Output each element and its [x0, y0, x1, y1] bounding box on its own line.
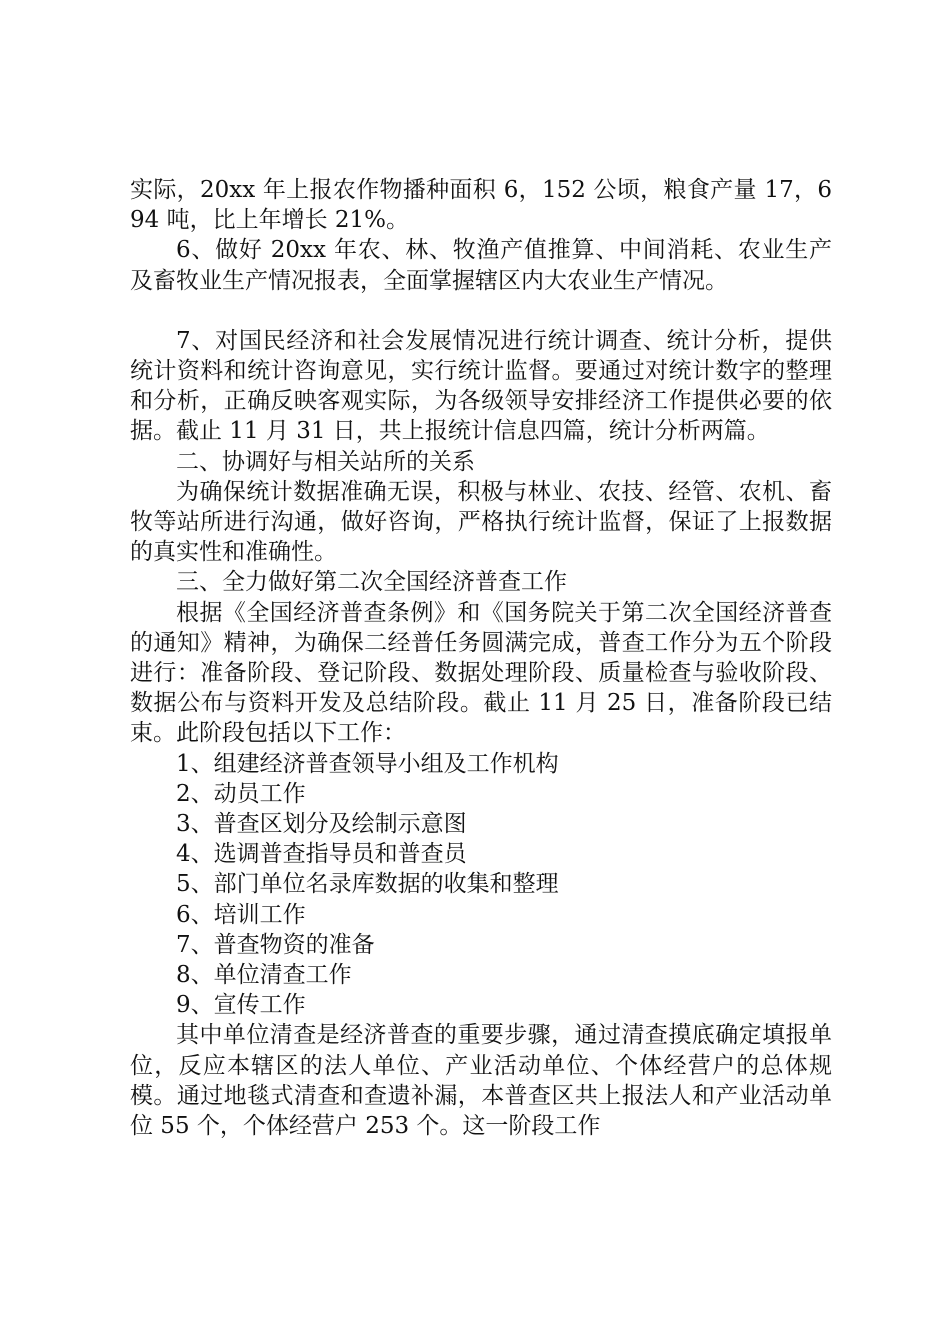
paragraph-item-7: 7、对国民经济和社会发展情况进行统计调查、统计分析，提供统计资料和统计咨询意见，实行统计监督。要通过对统计数字的整理和分析，正确反映客观实际，为各级领导安排经济工作提供必要的依据。截止 11 月 31 日，共上报统计信息四篇，统计分析两篇。	[130, 327, 832, 445]
paragraph-crop-area: 实际，20xx 年上报农作物播种面积 6，152 公顷，粮食产量 17，694 吨，比上年增长 21%。	[130, 177, 832, 234]
list-item: 1、组建经济普查领导小组及工作机构	[176, 750, 559, 777]
list-item: 9、宣传工作	[176, 992, 306, 1019]
list-item: 3、普查区划分及绘制示意图	[176, 811, 467, 838]
list-item: 8、单位清查工作	[176, 962, 352, 989]
paragraph-coordination: 为确保统计数据准确无误，积极与林业、农技、经管、农机、畜牧等站所进行沟通，做好咨询，严格执行统计监督，保证了上报数据的真实性和准确性。	[130, 478, 832, 566]
list-item: 4、选调普查指导员和普查员	[176, 841, 467, 868]
section-heading-3: 三、全力做好第二次全国经济普查工作	[176, 569, 567, 596]
list-item: 6、培训工作	[176, 901, 306, 928]
paragraph-spacer	[130, 296, 832, 326]
list-item: 5、部门单位名录库数据的收集和整理	[176, 871, 559, 898]
document-body	[130, 175, 832, 1141]
list-item: 2、动员工作	[176, 780, 306, 807]
paragraph-census: 根据《全国经济普查条例》和《国务院关于第二次全国经济普查的通知》精神，为确保二经普任务圆满完成，普查工作分为五个阶段进行：准备阶段、登记阶段、数据处理阶段、质量检查与验收阶段、数据公布与资料开发及总结阶段。截止 11 月 25 日，准备阶段已结束。此阶段包括以下工作：	[130, 599, 832, 747]
paragraph-closing: 其中单位清查是经济普查的重要步骤，通过清查摸底确定填报单位，反应本辖区的法人单位、产业活动单位、个体经营户的总体规模。通过地毯式清查和查遗补漏，本普查区共上报法人和产业活动单位 55 个，个体经营户 253 个。这一阶段工作	[130, 1022, 832, 1140]
paragraph-item-6: 6、做好 20xx 年农、林、牧渔产值推算、中间消耗、农业生产及畜牧业生产情况报表，全面掌握辖区内大农业生产情况。	[130, 237, 832, 294]
list-item: 7、普查物资的准备	[176, 931, 375, 958]
section-heading-2: 二、协调好与相关站所的关系	[176, 448, 475, 475]
